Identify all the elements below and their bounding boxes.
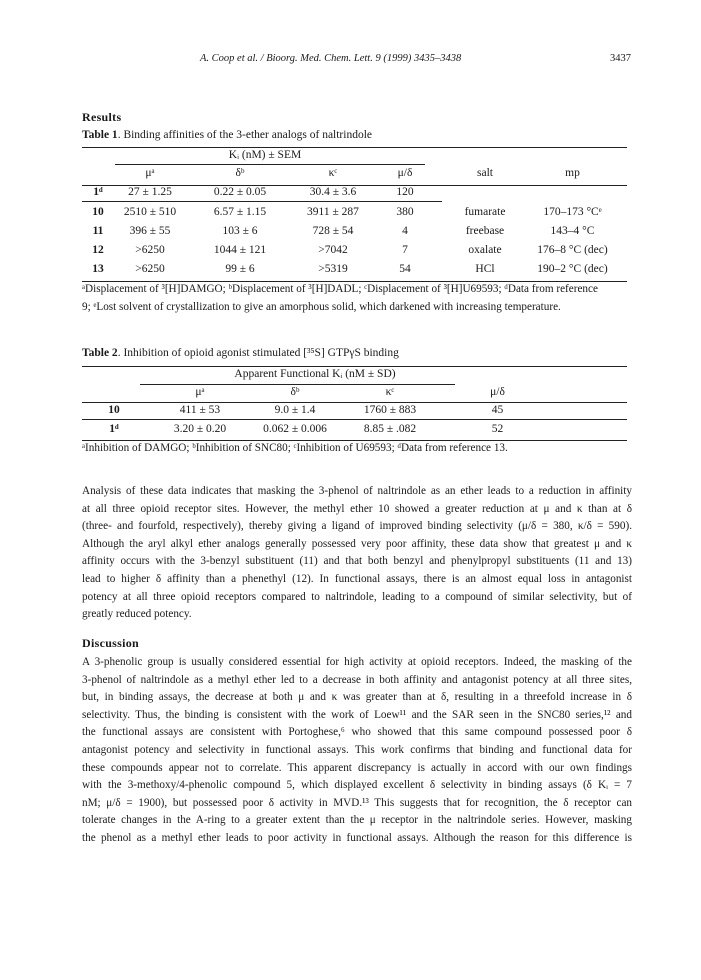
table1-ratio: 4	[402, 225, 408, 237]
table1-kappa: 30.4 ± 3.6	[309, 186, 357, 198]
table1-footnote-line2: 9; ᵉLost solvent of crystallization to give an amorphous solid, which darkened with increasing temperature.	[82, 301, 561, 313]
table1-delta: 103 ± 6	[222, 225, 258, 237]
results-paragraph	[82, 483, 632, 624]
table2-col-ratio: μ/δ	[490, 386, 505, 398]
table2-mu: 3.20 ± 0.20	[173, 423, 227, 435]
table2-kappa: 1760 ± 883	[363, 404, 417, 416]
results-line: affinity occurs with the 3-benzyl substituent (11) and that both benzyl and phenylpropyl substituents (11 and 13)	[82, 555, 632, 568]
table1-mu: >6250	[135, 244, 165, 256]
results-line: lead to higher δ affinity than a phenethyl (12). In functional assays, there is an almost equal loss in antagonist	[82, 572, 632, 585]
table1-cmpd: 13	[92, 263, 104, 275]
table2-bottom-rule	[82, 440, 627, 441]
table1-col-salt: salt	[477, 167, 493, 179]
table2-ratio: 45	[491, 404, 504, 416]
table2-cmpd: 10	[108, 404, 120, 416]
table1-caption	[82, 129, 372, 141]
table1-delta: 0.22 ± 0.05	[213, 186, 267, 198]
table2-header-rule	[82, 402, 627, 403]
table1-delta: 1044 ± 121	[213, 244, 267, 256]
table1-kappa: 728 ± 54	[312, 225, 354, 237]
table1-mu: >6250	[135, 263, 165, 275]
table1-col-delta: δᵇ	[235, 167, 245, 179]
discussion-line: antagonist potency and selectivity in functional assays. This work confirms that binding and functional data for	[82, 743, 632, 756]
table1-col-kappa: κᶜ	[328, 167, 338, 179]
table1-salt: freebase	[465, 225, 505, 237]
table1-ratio: 54	[399, 263, 411, 275]
table2-ratio: 52	[491, 423, 504, 435]
table1-kappa: 3911 ± 287	[307, 206, 359, 218]
discussion-paragraph	[82, 654, 632, 848]
table2-group-header: Apparent Functional Kᵢ (nM ± SD)	[234, 368, 396, 380]
table1-mp: 190–2 °C (dec)	[537, 263, 608, 275]
table2-top-rule	[82, 366, 627, 367]
table2-col-delta: δᵇ	[290, 386, 300, 398]
table1-col-mp: mp	[565, 167, 580, 179]
table1-group-header: Kᵢ (nM) ± SEM	[228, 149, 302, 161]
discussion-line: with the 3-methoxy/4-phenolic compound 5, which displayed excellent δ selectivity in binding assays (δ Kᵢ = 7	[82, 779, 632, 792]
table1-top-rule	[82, 147, 627, 148]
table1-mu: 27 ± 1.25	[128, 186, 172, 198]
table1-salt: oxalate	[468, 244, 502, 256]
table1-salt: HCl	[475, 263, 495, 275]
table1-cmpd: 11	[92, 225, 104, 237]
discussion-line: selectivity. Thus, the binding is consistent with the work of Loew¹¹ and the SAR seen in the SNC80 series,¹² and	[82, 708, 632, 721]
discussion-heading: Discussion	[82, 636, 140, 650]
table1-col-mu: μᵃ	[145, 167, 155, 179]
table1-bottom-rule	[82, 281, 627, 282]
page-number: 3437	[610, 53, 631, 64]
table1-group-rule	[115, 164, 425, 165]
discussion-line: but, in binding assays, the decrease at both μ and κ was greater than at δ, resulting in a threefold increase in δ	[82, 691, 632, 704]
table2-col-kappa: κᶜ	[385, 386, 395, 398]
results-line: potency at all three opioid receptors compared to naltrindole, leading to a compound of similar selectivity, but of	[82, 590, 632, 603]
results-line: Although the aryl alkyl ether analogs generally possessed very poor affinity, these data show that greatest μ and κ	[82, 537, 632, 550]
table1-mu: 2510 ± 510	[123, 206, 177, 218]
results-line: at all three opioid receptor sites. However, the methyl ether 10 showed a greater reduction at μ and κ than at δ	[82, 502, 632, 515]
table1-row1-rule	[82, 201, 442, 202]
table2-row1-rule	[82, 419, 627, 420]
table1-mu: 396 ± 55	[129, 225, 171, 237]
table2-footnote: ᵃInhibition of DAMGO; ᵇInhibition of SNC80; ᶜInhibition of U69593; ᵈData from reference 13.	[82, 442, 508, 454]
table2-group-rule	[140, 384, 455, 385]
results-line: (three- and fourfold, respectively), thereby giving a ligand of improved binding selectivity (μ/δ = 380, κ/δ = 590).	[82, 520, 632, 533]
table2-kappa: 8.85 ± .082	[363, 423, 417, 435]
table1-mp: 143–4 °C	[550, 225, 595, 237]
table2-mu: 411 ± 53	[179, 404, 221, 416]
discussion-line: tolerate changes in the A-ring to a greater extent than the μ receptor in the naltrindole series. However, masking	[82, 814, 632, 827]
discussion-line: A 3-phenolic group is usually considered essential for high activity at opioid receptors. Indeed, the masking of the	[82, 656, 632, 668]
table1-cmpd: 10	[92, 206, 104, 218]
table1-mp: 176–8 °C (dec)	[537, 244, 608, 256]
table1-ratio: 380	[396, 206, 414, 218]
discussion-line: the functional assays are consistent with Portoghese,⁶ who showed that this same compound possessed poor δ	[82, 726, 632, 739]
table1-delta: 6.57 ± 1.15	[213, 206, 267, 218]
table1-ratio: 7	[402, 244, 408, 256]
table1-ratio: 120	[396, 186, 414, 198]
table1-col-ratio: μ/δ	[397, 167, 413, 179]
discussion-line: the phenol as a methyl ether leads to poor activity in functional assays. Although the reason for this difference is	[82, 831, 632, 844]
table2-delta: 9.0 ± 1.4	[274, 404, 316, 416]
results-line: Analysis of these data indicates that masking the 3-phenol of naltrindole as an ether leads to a reduction in affinity	[82, 485, 632, 497]
discussion-line: these compounds appear not to correlate. This apparent discrepancy is actually in accord with our own findings	[82, 761, 632, 774]
table1-cmpd: 1ᵈ	[93, 186, 103, 198]
table1-cmpd: 12	[92, 244, 104, 256]
table1-caption-text: . Binding affinities of the 3-ether analogs of naltrindole	[117, 129, 373, 141]
table2-caption	[82, 347, 399, 359]
table1-kappa: >5319	[318, 263, 348, 275]
discussion-line: 3-phenol of naltrindole as a methyl ether led to a decrease in both affinity and antagonist potency at all three sites,	[82, 673, 632, 686]
table1-mp: 170–173 °Cᵉ	[543, 206, 602, 218]
table2-col-mu: μᵃ	[195, 386, 205, 398]
table1-label: Table 1	[82, 129, 118, 141]
table1-salt: fumarate	[464, 206, 506, 218]
table2-cmpd: 1ᵈ	[109, 423, 119, 435]
table1-footnote-line1: ᵃDisplacement of ³[H]DAMGO; ᵇDisplacement of ³[H]DADL; ᶜDisplacement of ³[H]U69593; ᵈData from reference	[82, 283, 598, 295]
results-line: greatly reduced potency.	[82, 608, 192, 621]
running-head: A. Coop et al. / Bioorg. Med. Chem. Lett. 9 (1999) 3435–3438	[200, 53, 462, 64]
table2-caption-text: . Inhibition of opioid agonist stimulated [³⁵S] GTPγS binding	[117, 347, 399, 359]
table1-kappa: >7042	[318, 244, 348, 256]
results-heading: Results	[82, 110, 122, 124]
table2-label: Table 2	[82, 347, 118, 359]
discussion-line: nM; μ/δ = 1900), but possessed poor δ activity in MVD.¹³ This suggests that for recognition, the δ receptor can	[82, 796, 632, 809]
table2-delta: 0.062 ± 0.006	[263, 423, 327, 435]
table1-delta: 99 ± 6	[225, 263, 255, 275]
